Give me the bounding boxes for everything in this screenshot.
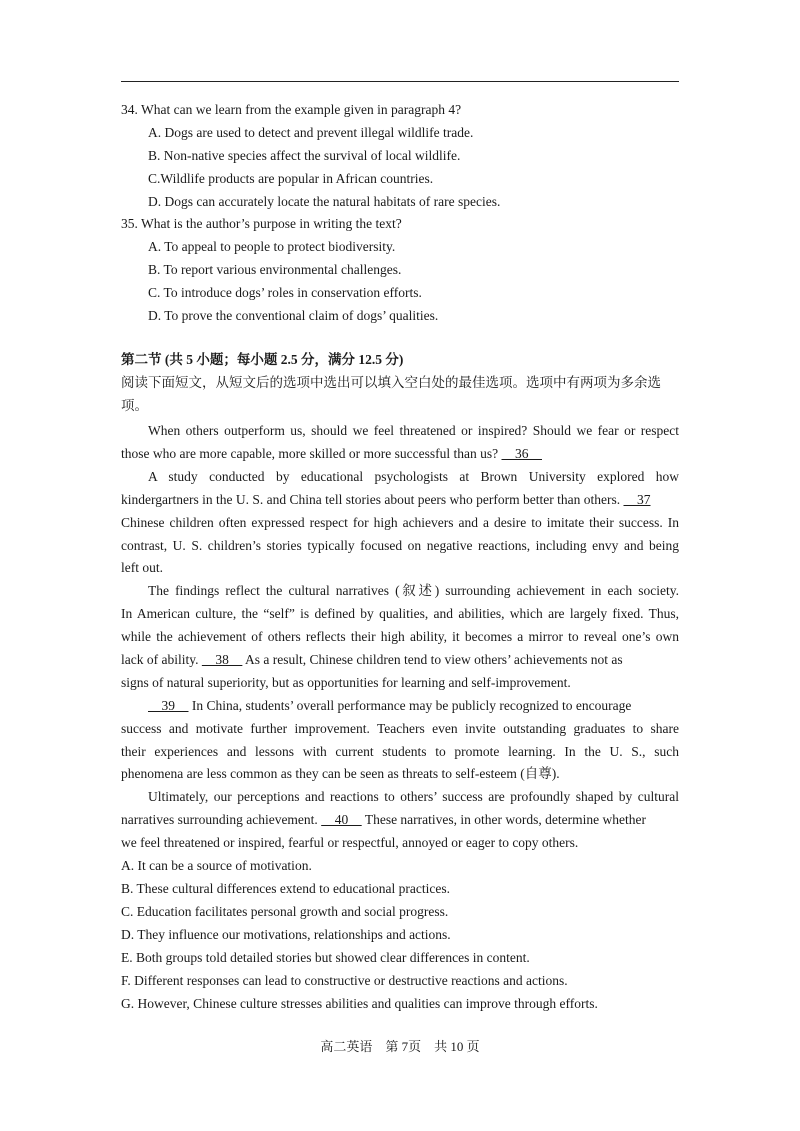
passage-line: contrast, U. S. children’s stories typically focused on negative reactions, including envy and being [121, 538, 679, 553]
choice-g: G. However, Chinese culture stresses abilities and qualities can improve through efforts. [121, 996, 598, 1011]
question-35-option-a: A. To appeal to people to protect biodiversity. [148, 239, 396, 254]
passage-line: while the achievement of others reflects their high ability, it becomes a mirror to reveal one’s own [121, 629, 679, 644]
choice-d: D. They influence our motivations, relationships and actions. [121, 927, 451, 942]
question-34-option-c: C.Wildlife products are popular in African countries. [148, 171, 434, 186]
blank-39: 39 [148, 698, 189, 713]
passage-line: Chinese children often expressed respect for high achievers and a desire to imitate their success. In [121, 515, 679, 530]
section-instruction-line-2: 项。 [121, 398, 148, 413]
question-35-option-d: D. To prove the conventional claim of dogs’ qualities. [148, 308, 439, 323]
question-35-option-b: B. To report various environmental challenges. [148, 262, 402, 277]
blank-37: 37 [623, 492, 651, 507]
choice-a: A. It can be a source of motivation. [121, 858, 312, 873]
choice-e: E. Both groups told detailed stories but showed clear differences in content. [121, 950, 530, 965]
passage-line: kindergartners in the U. S. and China tell stories about peers who perform better than others. [121, 492, 621, 507]
passage-line: When others outperform us, should we feel threatened or inspired? Should we fear or respect [148, 423, 679, 438]
passage-line: Ultimately, our perceptions and reactions to others’ success are profoundly shaped by cultural [148, 789, 679, 804]
passage-line: In China, students’ overall performance may be publicly recognized to encourage [191, 698, 632, 713]
section-heading: 第二节 (共 5 小题；每小题 2.5 分，满分 12.5 分) [121, 352, 404, 367]
passage-line: The findings reflect the cultural narratives (叙述) surrounding achievement in each society. [148, 583, 679, 598]
question-34-option-d: D. Dogs can accurately locate the natural habitats of rare species. [148, 194, 501, 209]
choice-b: B. These cultural differences extend to educational practices. [121, 881, 450, 896]
choice-f: F. Different responses can lead to constructive or destructive reactions and actions. [121, 973, 568, 988]
question-34-option-b: B. Non-native species affect the survival of local wildlife. [148, 148, 461, 163]
blank-40: 40 [321, 812, 362, 827]
passage-line: In American culture, the “self” is defined by qualities, and abilities, which are largely fixed. Thus, [121, 606, 679, 621]
passage-line: A study conducted by educational psychologists at Brown University explored how [148, 469, 679, 484]
passage-line: lack of ability. [121, 652, 199, 667]
question-35-option-c: C. To introduce dogs’ roles in conservation efforts. [148, 285, 422, 300]
blank-36: 36 [501, 446, 542, 461]
question-34-option-a: A. Dogs are used to detect and prevent illegal wildlife trade. [148, 125, 474, 140]
passage-line: left out. [121, 560, 163, 575]
choice-c: C. Education facilitates personal growth and social progress. [121, 904, 449, 919]
header-rule [121, 81, 679, 82]
passage-line: As a result, Chinese children tend to view others’ achievements not as [245, 652, 623, 667]
passage-line: those who are more capable, more skilled or more successful than us? [121, 446, 499, 461]
passage-line: These narratives, in other words, determine whether [364, 812, 646, 827]
passage-line: phenomena are less common as they can be seen as threats to self-esteem (自尊). [121, 766, 560, 781]
blank-38: 38 [201, 652, 243, 667]
passage-line: success and motivate further improvement. Teachers even invite outstanding graduates to share [121, 721, 679, 736]
section-instruction-line-1: 阅读下面短文，从短文后的选项中选出可以填入空白处的最佳选项。选项中有两项为多余选 [121, 375, 661, 390]
question-35-stem: 35. What is the author’s purpose in writing the text? [121, 216, 402, 231]
passage-line: signs of natural superiority, but as opportunities for learning and self-improvement. [121, 675, 571, 690]
page-footer: 高二英语 第 7页 共 10 页 [320, 1039, 480, 1054]
question-34-stem: 34. What can we learn from the example given in paragraph 4? [121, 102, 462, 117]
passage-line: their experiences and lessons with current students to promote learning. In the U. S., such [121, 744, 679, 759]
passage-line: we feel threatened or inspired, fearful or respectful, annoyed or eager to copy others. [121, 835, 579, 850]
passage-line: narratives surrounding achievement. [121, 812, 318, 827]
